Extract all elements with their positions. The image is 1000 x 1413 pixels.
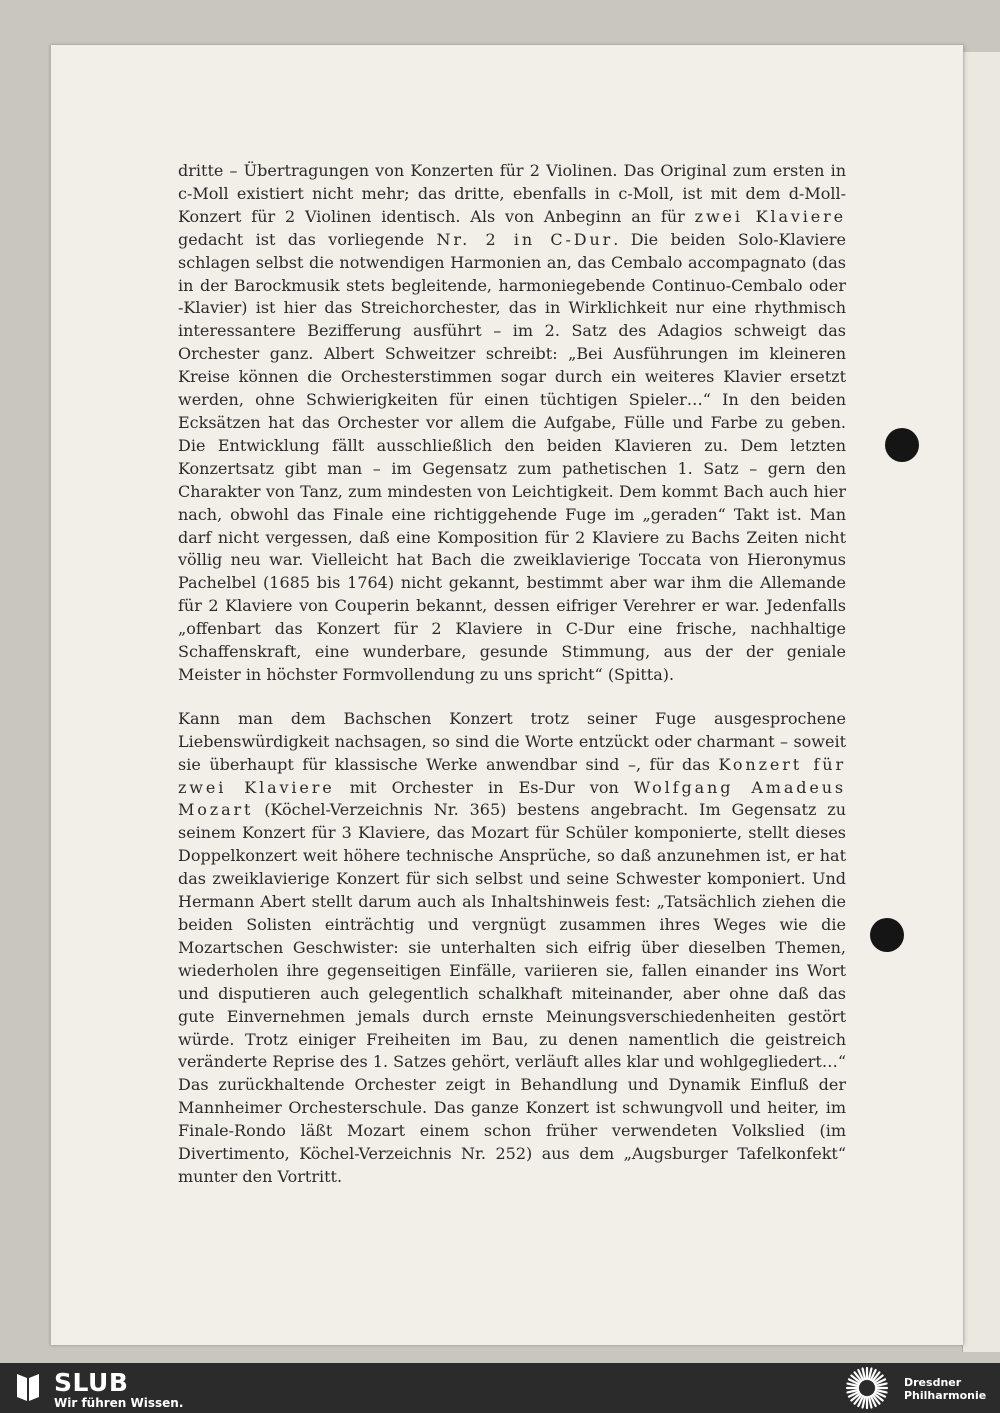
punch-hole-top [885,428,919,462]
philharmonie-logo-text[interactable]: Dresdner Philharmonie [904,1376,987,1402]
spaced-emphasis: Wolfgang Amadeus Mozart [178,777,846,820]
paragraph-bach-concerto: dritte – Übertragungen von Konzerten für 2 Violinen. Das Original zum ersten in c-Moll existiert nicht mehr; das dritte, ebenfalls in c-Moll, ist mit dem d-Moll-Konzert für 2 Violinen identisch. Als von Anbeginn an für zwei Klaviere gedacht ist das vorliegende Nr. 2 in C-Dur. Die beiden Solo-Klaviere schlagen selbst die notwendigen Harmonien an, das Cembalo accompagnato (das in der Barockmusik stets begleitende, harmoniegebende Continuo-Cembalo oder -Klavier) ist hier das Streichorchester, das in Wirklichkeit nur eine rhythmisch interessantere Bezifferung ausführt – im 2. Satz des Adagios schweigt das Orchester ganz. Albert Schweitzer schreibt: „Bei Ausführungen im kleineren Kreise können die Orchesterstimmen sogar durch ein weiteres Klavier ersetzt werden, ohne Schwierigkeiten für einen tüchtigen Spieler…“ In den beiden Ecksätzen hat das Orchester vor allem die Aufgabe, Fülle und Farbe zu geben. Die Entwicklung fällt ausschließlich den beiden Klavieren zu. Dem letzten Konzertsatz gibt man – im Gegensatz zum pathetischen 1. Satz – gern den Charakter von Tanz, zum mindesten von Leichtigkeit. Dem kommt Bach auch hier nach, obwohl das Finale eine richtiggehende Fuge im „geraden“ Takt ist. Man darf nicht vergessen, daß eine Komposition für 2 Klaviere zu Bachs Zeiten nicht völlig neu war. Vielleicht hat Bach die zweiklavierige Toccata von Hieronymus Pachelbel (1685 bis 1764) nicht gekannt, bestimmt aber war ihm die Allemande für 2 Klaviere von Couperin bekannt, dessen eifriger Verehrer er war. Jedenfalls „offenbart das Konzert für 2 Klaviere in C-Dur eine frische, nachhaltige Schaffenskraft, eine wunderbare, gesunde Stimmung, aus der der geniale Meister in höchster Formvollendung zu uns spricht“ (Spitta). [178,161,847,684]
philharmonie-sunburst-icon[interactable] [841,1366,893,1410]
adjacent-page-edge [962,52,1000,1352]
paragraph-mozart-concerto: Kann man dem Bachschen Konzert trotz seiner Fuge ausgesprochene Liebenswürdigkeit nachsagen, so sind die Worte entzückt oder charmant – soweit sie überhaupt für klassische Werke anwendbar sind –, für das Konzert für zwei Klaviere mit Orchester in Es-Dur von Wolfgang Amadeus Mozart (Köchel-Verzeichnis Nr. 365) bestens angebracht. Im Gegensatz zu seinem Konzert für 3 Klaviere, das Mozart für Schüler komponierte, stellt dieses Doppelkonzert weit höhere technische Ansprüche, so daß anzunehmen ist, er hat das zweiklavierige Konzert für sich selbst und seine Schwester komponiert. Und Hermann Abert stellt darum auch als Inhaltshinweis fest: „Tatsächlich ziehen die beiden Solisten einträchtig und vergnügt zusammen ihres Weges wie die Mozartschen Geschwister: sie unterhalten sich eifrig über dieselben Themen, wiederholen ihre gegenseitigen Einfälle, variieren sie, fallen einander ins Wort und disputieren auch gelegentlich schalkhaft miteinander, aber ohne daß das gute Einvernehmen jemals durch ernste Meinungsverschiedenheiten gestört würde. Trotz einiger Freiheiten im Bau, zu denen namentlich die geistreich veränderte Reprise des 1. Satzes gehört, verläuft alles klar und wohlgegliedert…“ Das zurückhaltende Orchester zeigt in Behandlung und Dynamik Einfluß der Mannheimer Orchesterschule. Das ganze Konzert ist schwungvoll und heiter, im Finale-Rondo läßt Mozart einem schon früher verwendeten Volkslied (im Divertimento, Köchel-Verzeichnis Nr. 252) aus dem „Augsburger Tafelkonfekt“ munter den Vortritt. [178,708,846,1186]
spaced-emphasis: Nr. 2 in C-Dur [436,229,614,249]
slub-logo-text[interactable]: SLUB [54,1368,129,1397]
slub-book-icon[interactable] [14,1370,42,1404]
page-text [178,160,846,1189]
spaced-emphasis: zwei Klaviere [694,206,847,226]
slub-tagline: Wir führen Wissen. [54,1396,184,1410]
punch-hole-bottom [870,918,904,952]
spaced-emphasis: Konzert für zwei Klaviere [178,754,846,797]
footer-bar [0,1363,1000,1413]
